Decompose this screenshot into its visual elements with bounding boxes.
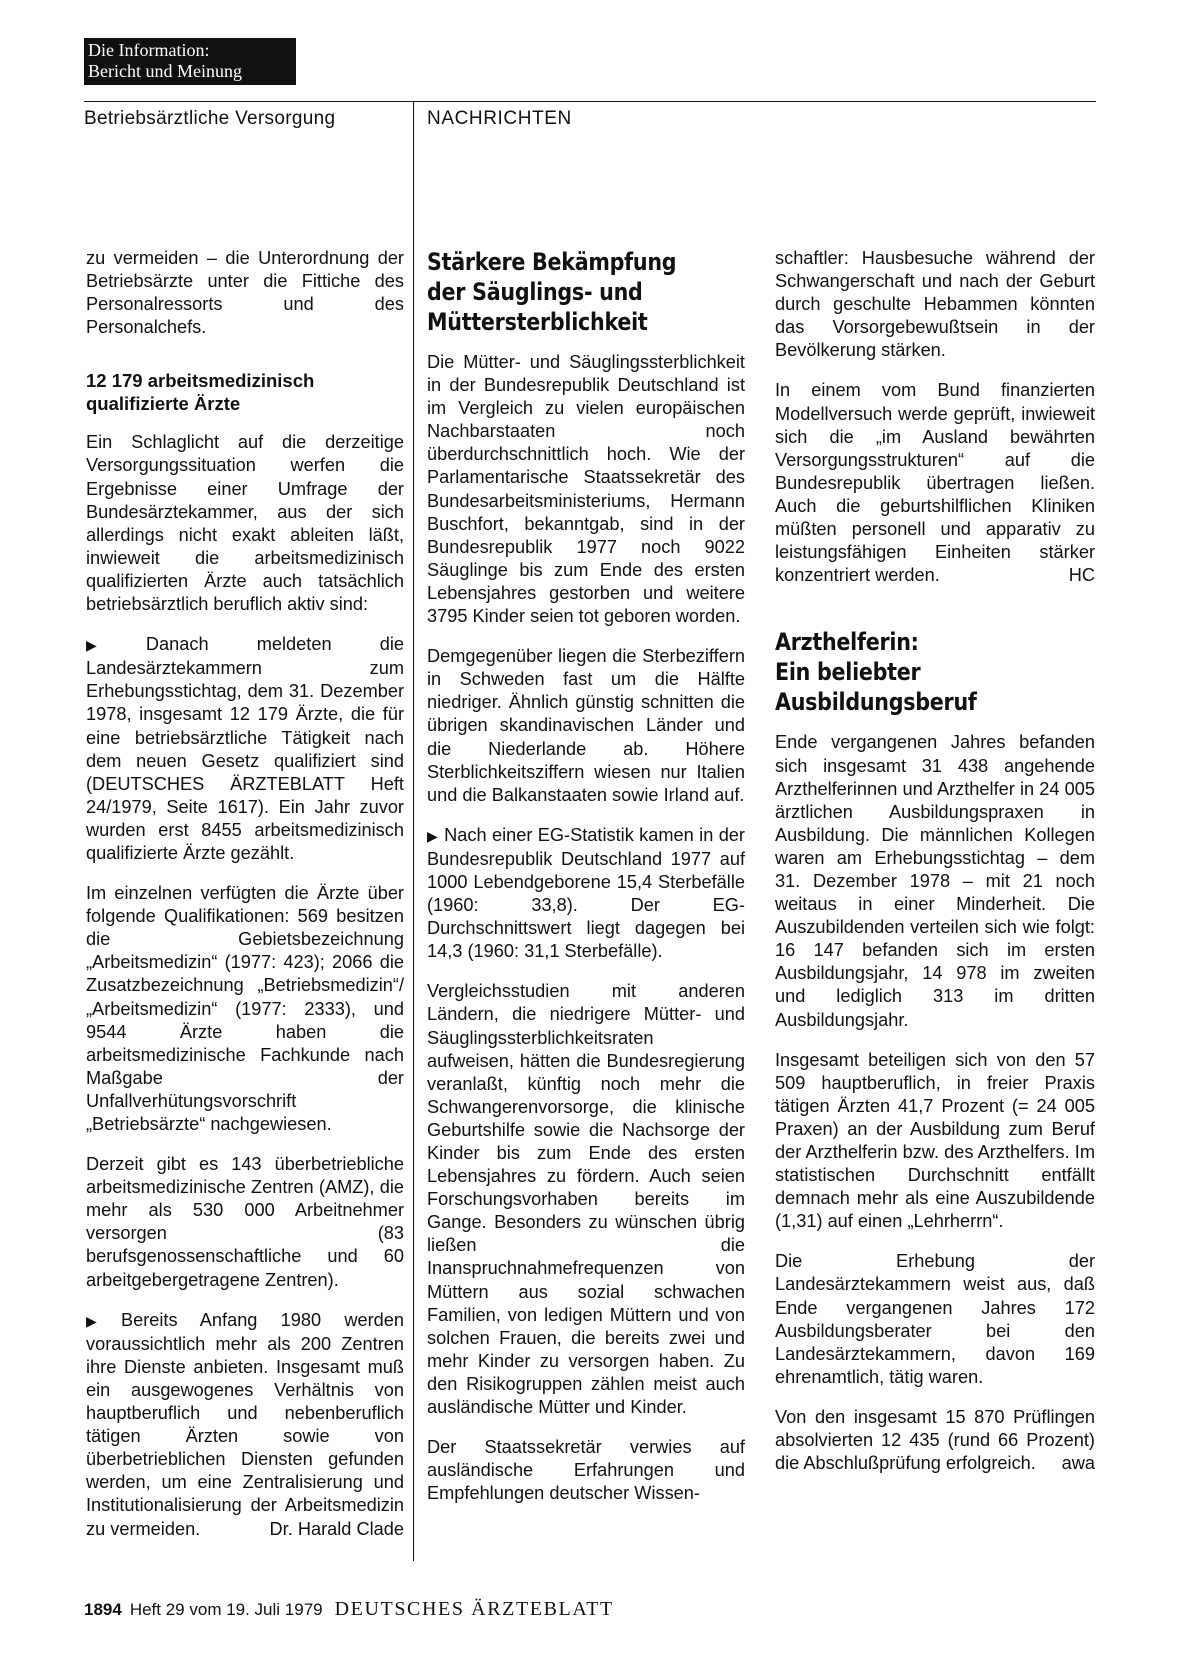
rubric-badge — [84, 38, 296, 85]
section-title-right: NACHRICHTEN — [427, 108, 572, 129]
paragraph-bullet: ▶ Nach einer EG-Statistik kamen in der Bundesrepublik Deutschland 1977 auf 1000 Lebendgeborene 15,4 Sterbefälle (1960: 33,8). Der EG-Durchschnittswert liegt dagegen bei 14,3 (1960: 31,1 Sterbefälle). — [427, 824, 745, 962]
paragraph: Ein Schlaglicht auf die derzeitige Versorgungssituation werfen die Ergebnisse einer Umfrage der Bundesärztekammer, aus der sich allerdings nicht exakt ableiten läßt, inwieweit die arbeitsmedizinisch qualifizierten Ärzte auch tatsächlich betriebsärztlich beruflich aktiv sind: — [86, 432, 404, 615]
paragraph: zu vermeiden – die Unterordnung der Betriebsärzte unter die Fittiche des Personalressorts und des Personalchefs. — [86, 248, 404, 338]
triangle-bullet-icon: ▶ — [86, 637, 140, 654]
paragraph-bullet: ▶ Bereits Anfang 1980 werden voraussichtlich mehr als 200 Zentren ihre Dienste anbieten. Insgesamt muß ein ausgewogenes Verhältnis von hauptberuflich und nebenberuflich tätigen Ärzten sowie von überbetrieblichen Diensten gefunden werden, um eine Zentralisierung und Institutionalisierung der Arbeitsmedizin zu vermeiden. — [86, 1309, 404, 1539]
subheading: 12 179 arbeitsmedizinisch qualifizierte Ärzte — [86, 370, 315, 415]
paragraph: Die Erhebung der Landesärztekammern weist aus, daß Ende vergangenen Jahres 172 Ausbildungsberater bei den Landesärztekammern, davon 169 ehrenamtlich, tätig waren. — [775, 1251, 1095, 1387]
article-title: Arzthelferin: Ein beliebter Ausbildungsberuf — [775, 628, 977, 717]
paragraph: Vergleichsstudien mit anderen Ländern, die niedrigere Mütter- und Säuglingssterblichkeitsraten aufweisen, hätten die Bundesregierung veranlaßt, künftig noch mehr die Schwangerenvorsorge, die klinische Geburtshilfe sowie die Nachsorge der Kinder bis zum Ende des ersten Lebensjahres zu fördern. Auch seien Forschungsvorhaben bereits im Gange. Besonders zu wünschen übrig ließen die Inanspruchnahmefrequenzen von Müttern aus sozial schwachen Familien, von ledigen Müttern und von solchen Frauen, die bereits zwei und mehr Kinder zu versorgen haben. Zu den Risikogruppen zählen meist auch ausländische Mütter und Kinder. — [427, 981, 745, 1418]
triangle-bullet-icon: ▶ — [86, 1312, 115, 1329]
author-signature: Dr. Harald Clade — [269, 1518, 404, 1539]
paragraph: Derzeit gibt es 143 überbetriebliche arbeitsmedizinische Zentren (AMZ), die mehr als 530 000 Arbeitnehmer versorgen (83 berufsgenossenschaftliche und 60 arbeitgebergetragene Zentren). — [86, 1154, 404, 1290]
author-signature: HC — [1068, 565, 1095, 586]
paragraph: Demgegenüber liegen die Sterbeziffern in Schweden fast um die Hälfte niedriger. Ähnlich günstig schnitten die übrigen skandinavischen Länder und die Niederlande ab. Höhere Sterblichkeitsziffern wiesen nur Italien und die Balkanstaaten sowie Irland auf. — [427, 646, 745, 805]
paragraph: Von den insgesamt 15 870 Prüflingen absolvierten 12 435 (rund 66 Prozent) die Abschlußprüfung erfolgreich. — [775, 1406, 1095, 1474]
paragraph-bullet: ▶ Danach meldeten die Landesärztekammern zum Erhebungsstichtag, dem 31. Dezember 1978, insgesamt 12 179 Ärzte, die für eine betriebsärztliche Tätigkeit nach dem neuen Gesetz qualifiziert sind (DEUTSCHES ÄRZTEBLATT Heft 24/1979, Seite 1617). Ein Jahr zuvor wurden erst 8455 arbeitsmedizinisch qualifizierte Ärzte gezählt. — [86, 634, 404, 863]
triangle-bullet-icon: ▶ — [427, 827, 439, 844]
paragraph: Die Mütter- und Säuglingssterblichkeit in der Bundesrepublik Deutschland ist im Vergleich zu vielen europäischen Nachbarstaaten noch überdurchschnittlich hoch. Wie der Parlamentarische Staatssekretär des Bundesarbeitsministeriums, Hermann Buschfort, bekanntgab, sind in der Bundesrepublik 1977 noch 9022 Säuglinge bis zum Ende des ersten Lebensjahres gestorben und weitere 3795 Kinder seien tot geboren worden. — [427, 352, 745, 627]
author-signature: awa — [1061, 1453, 1095, 1474]
section-title-left: Betriebsärztliche Versorgung — [84, 108, 336, 129]
column-divider — [413, 101, 414, 1561]
issue-info: Heft 29 vom 19. Juli 1979 — [129, 1600, 323, 1619]
paragraph: schaftler: Hausbesuche während der Schwangerschaft und nach der Geburt durch geschulte Hebammen könnten das Vorsorgebewußtsein in der Bevölkerung stärken. — [775, 248, 1095, 361]
column-1 — [86, 247, 404, 1541]
header-rule — [84, 101, 1096, 102]
paragraph: In einem vom Bund finanzierten Modellversuch werde geprüft, inwieweit sich die „im Ausland bewährten Versorgungsstrukturen“ auf die Bundesrepublik übertragen ließen. Auch die geburtshilflichen Kliniken müßten personell und apparativ zu leistungsfähigen Einheiten stärker konzentriert werden. — [775, 380, 1095, 586]
page-number: 1894 — [84, 1600, 122, 1619]
article-title: Stärkere Bekämpfung der Säuglings- und Müttersterblichkeit — [427, 248, 677, 336]
column-2 — [427, 247, 745, 1522]
paragraph: Ende vergangenen Jahres befanden sich insgesamt 31 438 angehende Arzthelferinnen und Arzthelfer in 24 005 ärztlichen Ausbildungspraxen in Ausbildung. Die männlichen Kollegen waren am Erhebungsstichtag – dem 31. Dezember 1978 – mit 21 noch weitaus in einer Minderheit. Die Auszubildenden verteilen sich wie folgt: 16 147 befanden sich im ersten Ausbildungsjahr, 14 978 im zweiten und lediglich 313 im dritten Ausbildungsjahr. — [775, 732, 1095, 1030]
paragraph: Der Staatssekretär verwies auf ausländische Erfahrungen und Empfehlungen deutscher Wissen- — [427, 1437, 745, 1504]
paragraph: Im einzelnen verfügten die Ärzte über folgende Qualifikationen: 569 besitzen die Gebietsbezeichnung „Arbeitsmedizin“ (1977: 423); 2066 die Zusatzbezeichnung „Betriebsmedizin“/„Arbeitsmedizin“ (1977: 2333), und 9544 Ärzte haben die arbeitsmedizinische Fachkunde nach Maßgabe der Unfallverhütungsvorschrift „Betriebsärzte“ nachgewiesen. — [86, 883, 404, 1134]
rubric-line-2: Bericht und Meinung — [88, 61, 242, 81]
page-footer — [84, 1598, 614, 1621]
paragraph: Insgesamt beteiligen sich von den 57 509 hauptberuflich, in freier Praxis tätigen Ärzten 41,7 Prozent (= 24 005 Praxen) an der Ausbildung zum Beruf der Arzthelferin bzw. des Arzthelfers. Im statistischen Durchschnitt entfällt demnach mehr als eine Auszubildende (1,31) auf einen „Lehrherrn“. — [775, 1049, 1095, 1232]
column-3 — [775, 247, 1095, 1475]
rubric-line-1: Die Information: — [88, 40, 210, 60]
magazine-name: DEUTSCHES ÄRZTEBLATT — [334, 1598, 614, 1620]
